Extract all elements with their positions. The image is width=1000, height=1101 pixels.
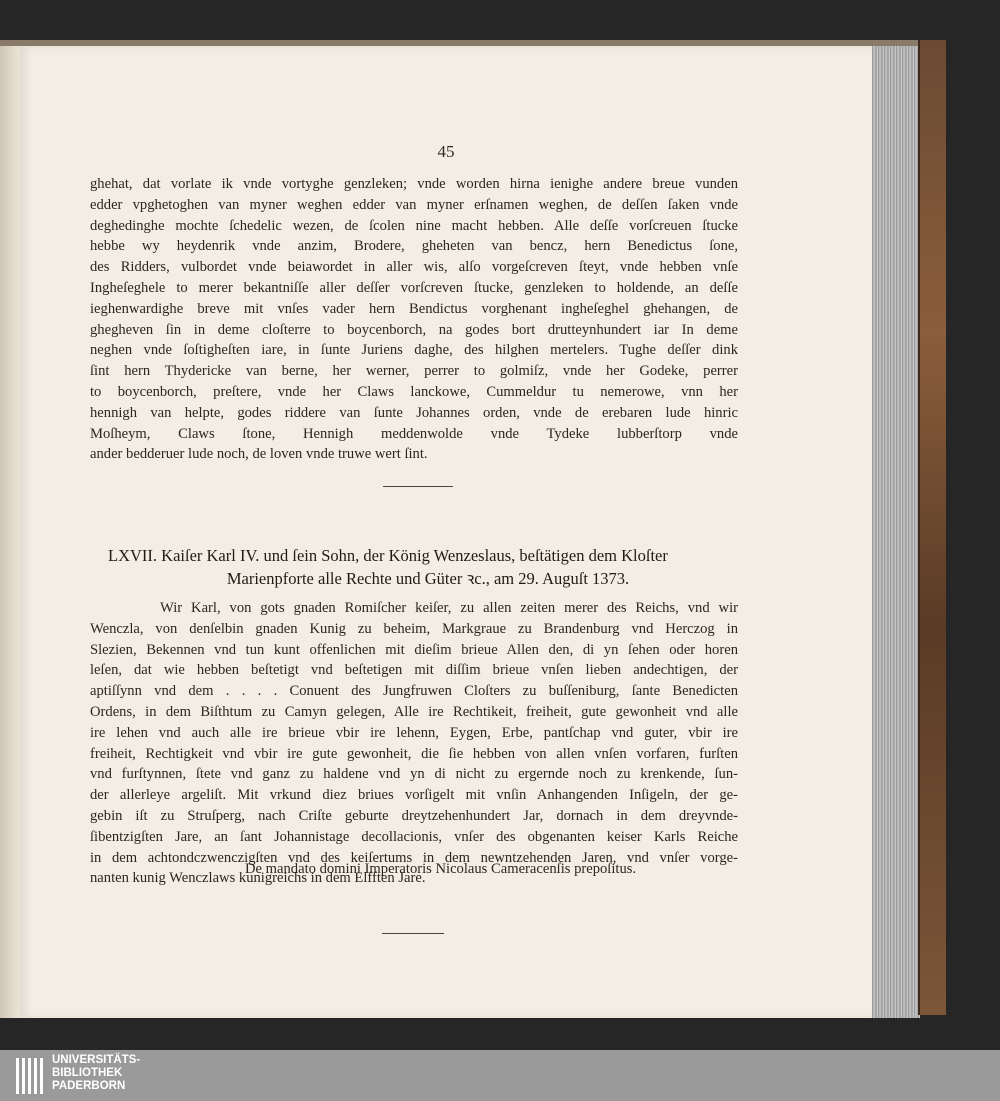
text-line: gebin iſt zu Struſperg, nach Criſte geburte dreytzehenhundert Jar, dornach in dem dreyvnde- [90, 807, 738, 824]
logo-line: PADERBORN [52, 1080, 126, 1092]
text-line: ander bedderuer lude noch, de loven vnde truwe wert ſint. [90, 446, 428, 463]
document-number: LXVII. [108, 546, 158, 565]
text-line: ieghenwardighe breve mit vnſes vader hern Bendictus vorghenant ingheſeghel ghehangen, de [90, 300, 738, 317]
heading-line-1 [108, 544, 748, 567]
heading-line-2: Marienpforte alle Rechte und Güter ꝛc., am 29. Auguſt 1373. [226, 569, 630, 588]
top-paragraph [90, 174, 738, 465]
text-line: freiheit, Rechtigkeit vnd vbir ire gute gewonheit, die ſie hebben von allen vnſen vorfaren, furſten [90, 745, 738, 762]
document-heading [108, 544, 748, 590]
text-line: des Ridders, vulbordet vnde beiawordet in aller wis, alſo vorgeſcreven ſteyt, vnde hebben vnſe [90, 259, 738, 276]
text-line: in dem achtondczwenczigſten vnd des keiſertums in dem newntzehenden Jaren, vnd vnſer vorge- [90, 849, 738, 866]
text-line: ſint hern Thydericke van berne, her werner, perrer to golmiſz, vnde her Godeke, perrer [90, 363, 738, 380]
library-logo-text [52, 1054, 140, 1093]
page-block-edges [872, 46, 920, 1018]
section-separator [383, 486, 453, 487]
logo-line: UNIVERSITÄTS- [52, 1054, 141, 1066]
text-line: deghedinghe mochte ſchedelic wezen, de ſcolen nine macht hebben. Alle deſſe vorſcreuen ſtucke [90, 217, 738, 234]
book-page [20, 46, 872, 1018]
text-line: vnd furſtynnen, ſtete vnd ganz zu haldene vnd yn di nicht zu ergernde noch zu krenkende, ſun- [90, 766, 738, 783]
page-number: 45 [437, 142, 455, 161]
text-line: hennigh van helpte, godes riddere van ſunte Johannes orden, vnde de erebaren lude hinric [90, 404, 738, 421]
text-line: ſibentzigſten Jare, an ſant Johannistage decollacionis, vnſer des obgenanten keiser Karls Reiche [90, 828, 738, 845]
left-page-edge [0, 46, 21, 1018]
text-line: Moſheym, Claws ſtone, Hennigh meddenwolde vnde Tydeke lubberſtorp vnde [90, 425, 738, 442]
text-line: Ordens, in dem Biſthtum zu Camyn gelegen, Alle ire Rechtikeit, freiheit, gute gewonheit vnd alle [90, 703, 738, 720]
text-line: to boycenborch, preſtere, vnde her Claws lanckowe, Cummeldur tu nemerowe, vnn her [90, 383, 738, 400]
text-line: Wenczla, von denſelbin gnaden Kunig zu beheim, Markgraue zu Brandenburg vnd Herczog in [90, 620, 738, 637]
text-line: ghehat, dat vorlate ik vnde vortyghe genzleken; vnde worden hirna ienighe andere breue vunden [90, 176, 738, 192]
text-line: aptiſſynn vnd dem . . . . Conuent des Jungfruwen Cloſters zu buſſeniburg, ſante Benedicten [90, 683, 738, 700]
text-line: ire lehen vnd auch alle ire brieue vbir ire lehenn, Eygen, Erbe, pantſchap vnd guter, vbir ire [90, 724, 738, 741]
text-line: Wir Karl, von gots gnaden Romiſcher keiſer, zu allen zeiten merer des Reichs, vnd wir [160, 600, 738, 616]
text-line: der allerleye argeliſt. Mit vrkund diez briues vorſigelt mit vnſin Anhangenden Inſigeln, der ge- [90, 787, 738, 804]
book-cover-edge [918, 40, 946, 1015]
logo-line: BIBLIOTHEK [52, 1067, 123, 1079]
library-footer [0, 1050, 1000, 1101]
text-line: edder vpghetoghen van myner weghen edder van myner erſnamen weghen, de deſſen ſaken vnde [90, 196, 738, 213]
text-line: hebbe wy heydenrik vnde anzim, Brodere, gheheten van bencz, hern Benedictus ſone, [90, 238, 738, 255]
text-line: nanten kunig Wenczlaws kunigreichs in dem Elfften Jare. [90, 870, 426, 887]
end-separator [382, 933, 444, 934]
text-line: leſen, dat wie hebben beſtetigt vnd beſtetigen mit diſſim brieue vnſen lieben andechtigen, der [90, 662, 738, 679]
heading-text-1: Kaiſer Karl IV. und ſein Sohn, der König Wenzeslaus, beſtätigen dem Kloſter [161, 546, 668, 565]
body-paragraph [90, 598, 738, 889]
text-line: ghegheven ſin in deme cloſterre to boycenborch, na godes bort drutteynhundert iar In deme [90, 321, 738, 338]
text-line: Slezien, Bekennen vnd tun kunt offenlichen mit dieſim brieue Allen den, di yn ſehen oder horen [90, 641, 738, 658]
text-line: Ingheſeghele to merer bekantniſſe aller deſſer vorſcreven ſtucke, genzleken to holdende, an deſſe [90, 279, 738, 296]
closing-line: De mandato domini Imperatoris Nicolaus Cameracenſis prepoſitus. [245, 861, 637, 877]
text-line: neghen vnde ſoſtigheſten iare, in ſunte Juriens daghe, des hilghen mertelers. Tughe deſſer dink [90, 342, 738, 359]
library-logo-icon [14, 1054, 46, 1098]
